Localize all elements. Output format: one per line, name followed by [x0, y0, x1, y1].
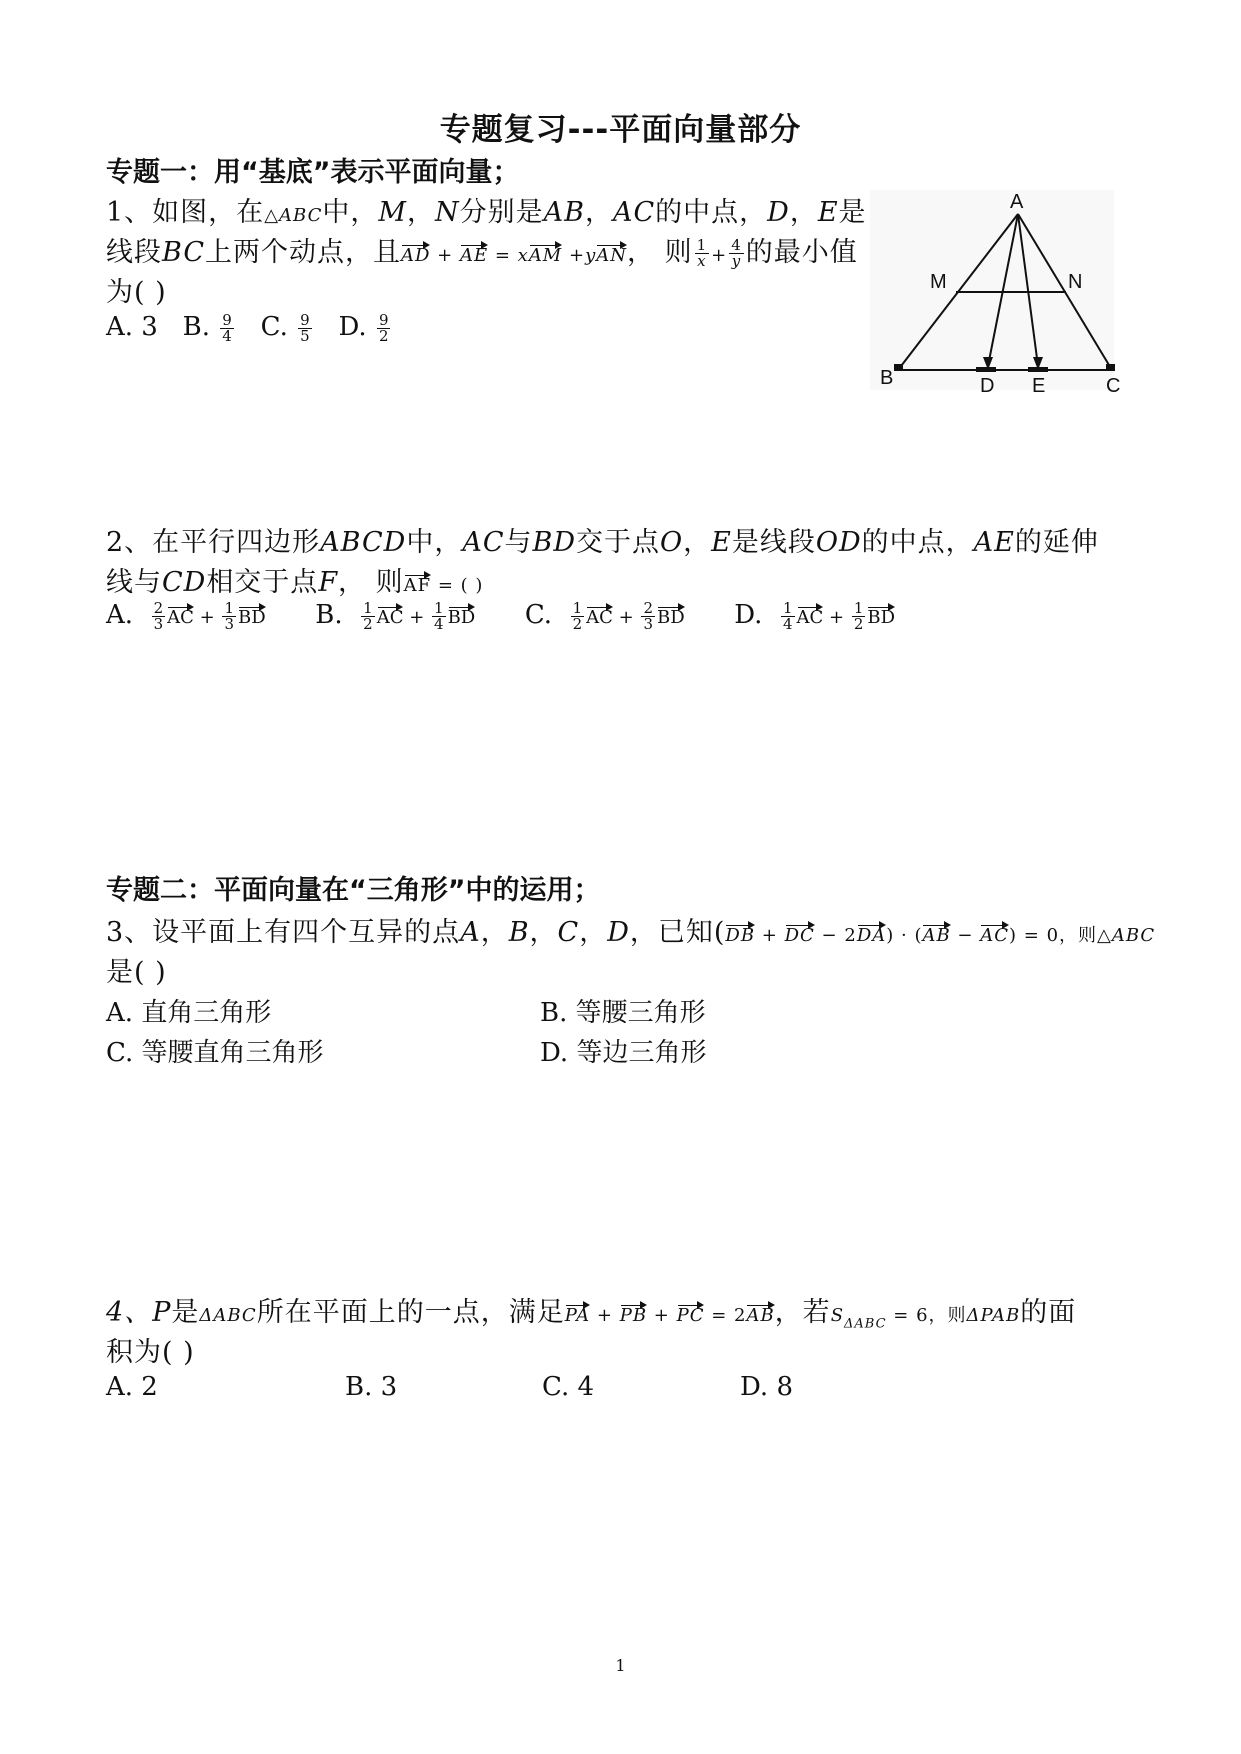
q3-line-1: 3、设平面上有四个互异的点A，B，C，D，已知(DB + DC − 2DA) · (AB − AC) = 0，则△ABC: [106, 917, 1156, 948]
q4-line-2: 积为( ): [106, 1337, 195, 1368]
page-title: 专题复习---平面向量部分: [439, 112, 802, 148]
q2-option-a: A. $\frac{2}{3}$ AC + $\frac{1}{3}$ BD: [106, 598, 266, 633]
q4-option-b: B. 3: [345, 1372, 398, 1402]
q3-option-d: D. 等边三角形: [540, 1038, 707, 1068]
q2-line-1: 2、在平行四边形ABCD中，AC与BD交于点O，E是线段OD的中点，AE的延伸: [106, 527, 1099, 558]
q2-option-c: C. $\frac{1}{2}$ AC + $\frac{2}{3}$ BD: [524, 598, 685, 633]
page-number: 1: [615, 1656, 626, 1675]
q3-option-c: C. 等腰直角三角形: [106, 1038, 324, 1068]
q3-line-2: 是( ): [106, 957, 167, 988]
section-heading-1: 专题一：用“基底”表示平面向量；: [106, 157, 520, 188]
label-E: E: [1032, 375, 1046, 397]
q2-options: [106, 600, 895, 632]
q1-options: A. 3 B. $\frac{9}{4}$ C. $\frac{9}{5}$ D. $\frac{9}{2}$: [106, 310, 389, 345]
label-A: A: [1010, 191, 1024, 213]
q1-line-1: 1、如图，在△ABC中，M，N分别是AB，AC的中点，D，E是: [106, 197, 867, 228]
section-heading-2: 专题二：平面向量在“三角形”中的运用；: [106, 875, 601, 906]
q2-line-2: 线与CD相交于点F， 则AF = ( ): [106, 567, 484, 598]
label-N: N: [1068, 271, 1083, 293]
q4-line-1: 4、P是ΔABC所在平面上的一点，满足PA + PB + PC = 2AB，若$S_{\Delta ABC} = 6$，则ΔPAB的面: [106, 1297, 1077, 1332]
label-C: C: [1106, 375, 1121, 397]
q4-option-c: C. 4: [542, 1372, 595, 1402]
q4-option-d: D. 8: [740, 1372, 793, 1402]
q2-option-d: D. $\frac{1}{4}$ AC + $\frac{1}{2}$ BD: [734, 598, 896, 633]
q4-option-a: A. 2: [106, 1372, 158, 1402]
q2-option-b: B. $\frac{1}{2}$ AC + $\frac{1}{4}$ BD: [315, 598, 476, 633]
q1-line-3: 为( ): [106, 277, 167, 308]
label-D: D: [980, 375, 995, 397]
label-B: B: [880, 367, 894, 389]
q3-option-a: A. 直角三角形: [106, 998, 272, 1028]
q1-line-2: 线段BC上两个动点，且AD + AE = xAM +yAN， 则 $\frac{1}{x}$ + $\frac{4}{y}$ 的最小值: [106, 236, 858, 270]
q3-option-b: B. 等腰三角形: [540, 998, 706, 1028]
label-M: M: [930, 271, 947, 293]
triangle-figure: [860, 186, 1130, 400]
